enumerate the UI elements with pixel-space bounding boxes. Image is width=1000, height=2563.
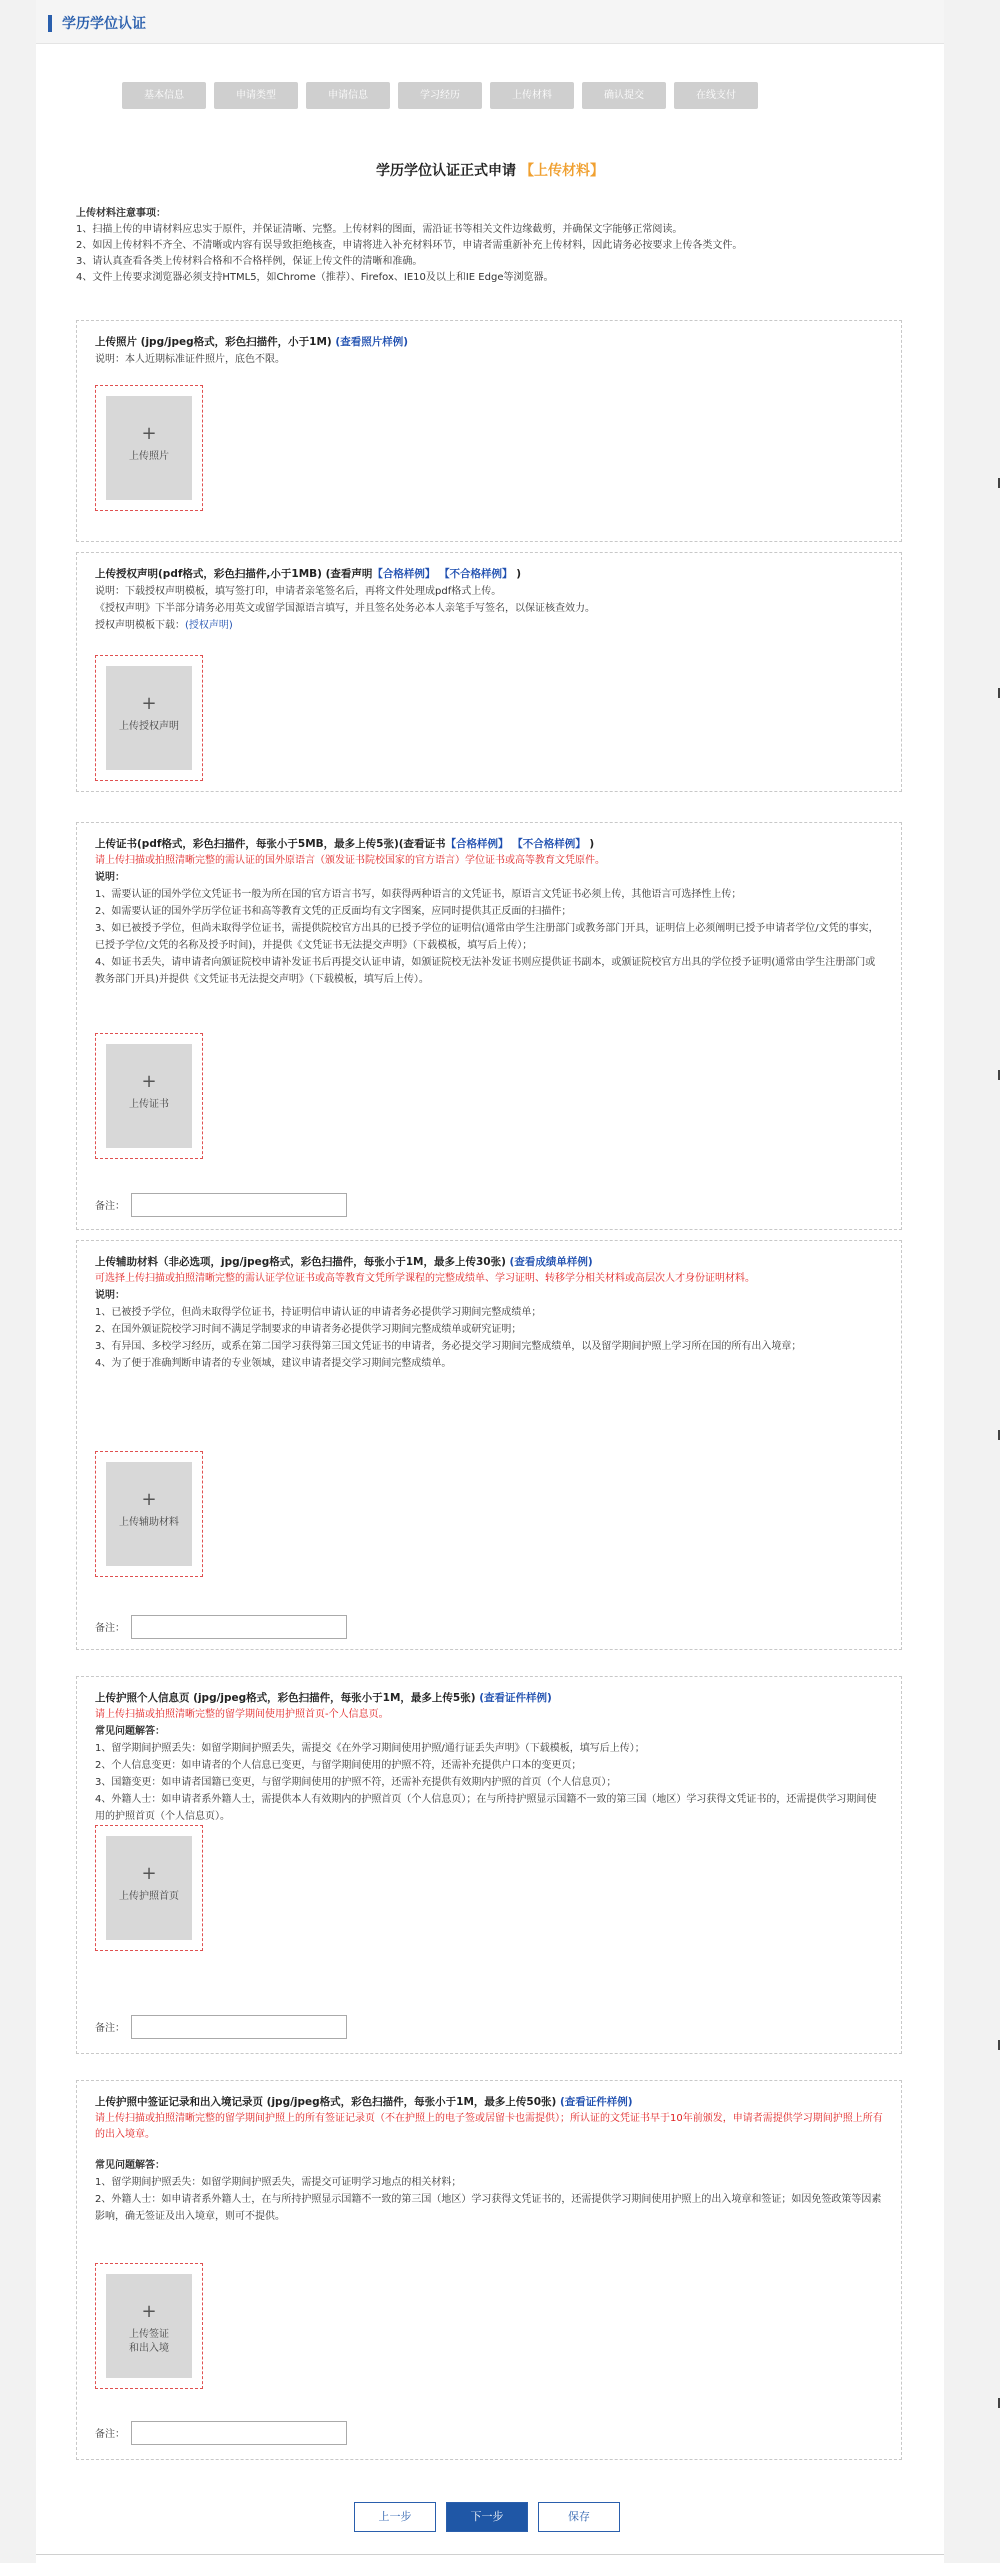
passport-upload-box[interactable] (95, 1825, 203, 1951)
cert-desc-item: 2、如需要认证的国外学历学位证书和高等教育文凭的正反面均有文字图案，应同时提供其正反面的扫描件； (95, 906, 572, 917)
aux-requirement: 可选择上传扫描或拍照清晰完整的需认证学位证书或高等教育文凭所学课程的完整成绩单、学习证明、转移学分相关材料或高层次人才身份证明材料。 (95, 1273, 755, 1284)
save-button[interactable]: 保存 (538, 2502, 620, 2532)
page-container (36, 0, 944, 2563)
aux-remark-input[interactable] (131, 1615, 347, 1639)
visa-sample-link[interactable]: (查看证件样例) (560, 2096, 633, 2108)
cert-upload-label: 上传证书 (129, 1099, 169, 1110)
step-application-info[interactable]: 申请信息 (306, 82, 390, 109)
cert-title-end: ) (589, 838, 595, 850)
visa-faq-item: 2、外籍人士：如申请者系外籍人士，在与所持护照显示国籍不一致的第三国（地区）学习获得文凭证书的，还需提供学习期间使用护照上的出入境章和签证；如因免签政策等因素影响，确无签证及出入境章，则可不提供。 (95, 2194, 882, 2222)
page-header (36, 0, 944, 44)
cert-upload-box[interactable] (95, 1033, 203, 1159)
photo-section-title (95, 333, 883, 351)
visa-faq-heading: 常见问题解答： (95, 2160, 165, 2171)
certificate-section (76, 822, 902, 1230)
auth-upload-label: 上传授权声明 (119, 721, 179, 732)
notes-heading: 上传材料注意事项： (76, 208, 166, 219)
visa-upload-box[interactable] (95, 2263, 203, 2389)
visa-upload-label (106, 2328, 192, 2356)
step-online-payment[interactable]: 在线支付 (674, 82, 758, 109)
auth-title-end: ) (516, 568, 522, 580)
auth-section-title (95, 565, 883, 583)
notes-item: 4、文件上传要求浏览器必须支持HTML5，如Chrome（推荐）、Firefox、IE10及以上和IE Edge等浏览器。 (76, 272, 554, 283)
aux-desc-item: 3、有异国、多校学习经历，或系在第二国学习获得第三国文凭证书的申请者，务必提交学习期间完整成绩单，以及留学期间护照上学习所在国的所有出入境章； (95, 1341, 802, 1352)
passport-sample-link[interactable]: (查看证件样例) (479, 1692, 552, 1704)
aux-section-title (95, 1253, 883, 1271)
photo-section (76, 320, 902, 542)
visa-requirement: 请上传扫描或拍照清晰完整的留学期间护照上的所有签证记录页（不在护照上的电子签或居留卡也需提供）；所认证的文凭证书早于10年前颁发，申请者需提供学习期间护照上所有的出入境章。 (95, 2113, 883, 2140)
cert-unqualified-sample-link[interactable]: 【不合格样例】 (512, 838, 586, 850)
auth-title-text: 上传授权声明(pdf格式，彩色扫描件,小于1MB) (查看声明 (95, 568, 373, 580)
aux-upload-label: 上传辅助材料 (119, 1517, 179, 1528)
form-title-text: 学历学位认证正式申请 (376, 163, 516, 179)
photo-upload-box[interactable] (95, 385, 203, 511)
plus-icon: + (141, 423, 157, 444)
next-step-button[interactable]: 下一步 (446, 2502, 528, 2532)
plus-icon: + (141, 1489, 157, 1510)
step-upload-materials[interactable]: 上传材料 (490, 82, 574, 109)
visa-remark-input[interactable] (131, 2421, 347, 2445)
visa-upload-label-line1: 上传签证 (129, 2329, 169, 2340)
cert-requirement: 请上传扫描或拍照清晰完整的需认证的国外原语言（颁发证书院校国家的官方语言）学位证书或高等教育文凭原件。 (95, 855, 605, 866)
plus-icon: + (141, 693, 157, 714)
visa-title-text: 上传护照中签证记录和出入境记录页 (jpg/jpeg格式，彩色扫描件，每张小于1M，最多上传50张) (95, 2096, 557, 2108)
passport-section (76, 1676, 902, 2054)
auth-qualified-sample-link[interactable]: 【合格样例】 (372, 568, 436, 580)
aux-desc-item: 2、在国外颁证院校学习时间不满足学制要求的申请者务必提供学习期间完整成绩单或研究证明； (95, 1324, 522, 1335)
aux-remark-label: 备注： (95, 1623, 125, 1634)
cert-section-title (95, 835, 883, 853)
passport-faq-item: 3、国籍变更：如申请者国籍已变更，与留学期间使用的护照不符，还需补充提供有效期内护照的首页（个人信息页）； (95, 1777, 617, 1788)
passport-faq-item: 2、个人信息变更：如申请者的个人信息已变更，与留学期间使用的护照不符，还需补充提供户口本的变更页； (95, 1760, 582, 1771)
plus-icon: + (141, 1071, 157, 1092)
passport-faq-item: 4、外籍人士：如申请者系外籍人士，需提供本人有效期内的护照首页（个人信息页）；在与所持护照显示国籍不一致的第三国（地区）学习获得文凭证书的，还需提供学习期间使用的护照首页（个人信息页）。 (95, 1794, 877, 1822)
visa-upload-button[interactable] (106, 2274, 192, 2378)
prev-step-button[interactable]: 上一步 (354, 2502, 436, 2532)
notes-item: 3、请认真查看各类上传材料合格和不合格样例，保证上传文件的清晰和准确。 (76, 256, 423, 267)
visa-section-title (95, 2093, 883, 2111)
auth-description-2: 《授权声明》下半部分请务必用英文或留学国源语言填写，并且签名处务必本人亲笔手写签名，以保证核查效力。 (95, 603, 595, 614)
cert-upload-button[interactable] (106, 1044, 192, 1148)
passport-remark-input[interactable] (131, 2015, 347, 2039)
step-study-history[interactable]: 学习经历 (398, 82, 482, 109)
aux-desc-item: 1、已被授予学位，但尚未取得学位证书，持证明信申请认证的申请者务必提供学习期间完整成绩单； (95, 1307, 542, 1318)
aux-transcript-sample-link[interactable]: (查看成绩单样例) (509, 1256, 593, 1268)
passport-remark-label: 备注： (95, 2023, 125, 2034)
aux-title-text: 上传辅助材料（非必选项，jpg/jpeg格式，彩色扫描件，每张小于1M，最多上传30张) (95, 1256, 506, 1268)
passport-faq-heading: 常见问题解答： (95, 1726, 165, 1737)
form-title-tag: 【上传材料】 (520, 163, 604, 179)
cert-desc-item: 3、如已被授予学位，但尚未取得学位证书，需提供院校官方出具的已授予学位的证明信(通常由学生注册部门或教务部门开具，证明信上必须阐明已授予申请者学位/文凭的事实，已授予学位/文凭的名称及授予时间)，并提供《文凭证书无法提交声明》（下载模板，填写后上传）； (95, 923, 879, 951)
aux-upload-box[interactable] (95, 1451, 203, 1577)
auth-upload-box[interactable] (95, 655, 203, 781)
cert-remark-input[interactable] (131, 1193, 347, 1217)
photo-upload-label: 上传照片 (129, 451, 169, 462)
photo-description: 说明：本人近期标准证件照片，底色不限。 (95, 354, 285, 365)
visa-remark-label: 备注： (95, 2429, 125, 2440)
notes-item: 1、扫描上传的申请材料应忠实于原件，并保证清晰、完整。上传材料的图面，需沿证书等相关文件边缘截剪，并确保文字能够正常阅读。 (76, 224, 683, 235)
aux-upload-button[interactable] (106, 1462, 192, 1566)
plus-icon: + (141, 2301, 157, 2322)
auth-template-download-link[interactable]: (授权声明) (185, 620, 233, 631)
passport-requirement: 请上传扫描或拍照清晰完整的留学期间使用护照首页-个人信息页。 (95, 1709, 389, 1720)
auth-template-label: 授权声明模板下载： (95, 620, 185, 631)
passport-upload-label: 上传护照首页 (119, 1891, 179, 1902)
auth-unqualified-sample-link[interactable]: 【不合格样例】 (439, 568, 513, 580)
cert-qualified-sample-link[interactable]: 【合格样例】 (445, 838, 509, 850)
auth-template-row (95, 617, 883, 634)
photo-title-text: 上传照片 (jpg/jpeg格式，彩色扫描件，小于1M) (95, 336, 332, 348)
aux-desc-item: 4、为了便于准确判断申请者的专业领域，建议申请者提交学习期间完整成绩单。 (95, 1358, 452, 1369)
visa-section (76, 2080, 902, 2460)
photo-sample-link[interactable]: (查看照片样例) (335, 336, 408, 348)
bottom-divider (36, 2554, 944, 2555)
cert-remark-label: 备注： (95, 1201, 125, 1212)
auth-description-1: 说明：下载授权声明模板，填写签打印，申请者亲笔签名后，再将文件处理成pdf格式上传。 (95, 586, 502, 597)
visa-upload-label-line2: 和出入境 (129, 2343, 169, 2354)
passport-section-title (95, 1689, 883, 1707)
authorization-section (76, 552, 902, 792)
page-title: 学历学位认证 (62, 16, 146, 32)
aux-desc-heading: 说明： (95, 1290, 125, 1301)
header-accent-bar (48, 15, 52, 32)
notes-item: 2、如因上传材料不齐全、不清晰或内容有误导致拒绝核查，申请将进入补充材料环节，申请者需重新补充上传材料，因此请务必按要求上传各类文件。 (76, 240, 743, 251)
passport-upload-button[interactable] (106, 1836, 192, 1940)
passport-faq-item: 1、留学期间护照丢失：如留学期间护照丢失，需提交《在外学习期间使用护照/通行证丢失声明》（下载模板，填写后上传）； (95, 1743, 645, 1754)
auxiliary-section (76, 1240, 902, 1650)
plus-icon: + (141, 1863, 157, 1884)
cert-desc-item: 1、需要认证的国外学位文凭证书一般为所在国的官方语言书写，如获得两种语言的文凭证书，原语言文凭证书必须上传，其他语言可选择性上传； (95, 889, 742, 900)
step-application-type[interactable]: 申请类型 (214, 82, 298, 109)
photo-upload-button[interactable] (106, 396, 192, 500)
cert-desc-heading: 说明： (95, 872, 125, 883)
passport-title-text: 上传护照个人信息页 (jpg/jpeg格式，彩色扫描件，每张小于1M，最多上传5张) (95, 1692, 476, 1704)
form-title (36, 160, 944, 180)
step-basic-info[interactable]: 基本信息 (122, 82, 206, 109)
cert-title-text: 上传证书(pdf格式，彩色扫描件，每张小于5MB，最多上传5张)(查看证书 (95, 838, 446, 850)
cert-desc-item: 4、如证书丢失，请申请者向颁证院校申请补发证书后再提交认证申请，如颁证院校无法补发证书则应提供证书副本，或颁证院校官方出具的学位授予证明(通常由学生注册部门或教务部门开具)并提供《文凭证书无法提交声明》（下载模板，填写后上传）。 (95, 957, 876, 985)
upload-notes (76, 206, 926, 286)
visa-faq-item: 1、留学期间护照丢失：如留学期间护照丢失，需提交可证明学习地点的相关材料； (95, 2177, 462, 2188)
step-confirm-submit[interactable]: 确认提交 (582, 82, 666, 109)
auth-upload-button[interactable] (106, 666, 192, 770)
